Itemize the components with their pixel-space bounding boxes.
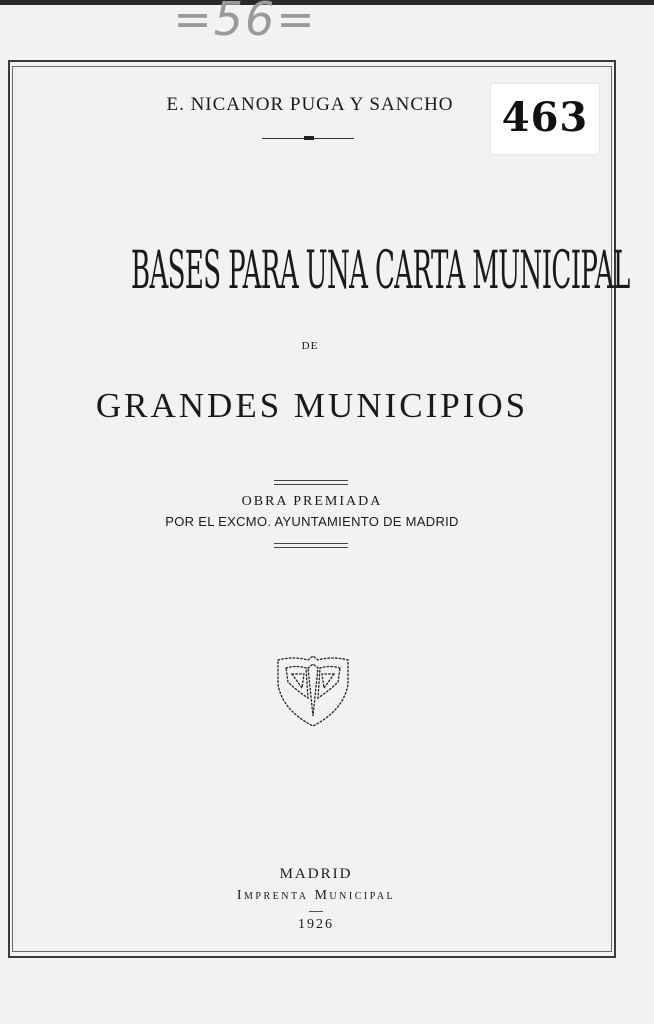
title-connector: DE bbox=[301, 340, 319, 352]
award-divider-bottom bbox=[274, 543, 348, 548]
book-subtitle: GRANDES MUNICIPIOS bbox=[95, 386, 529, 425]
shield-emblem-icon bbox=[274, 654, 352, 728]
pencil-annotation: =56= bbox=[173, 0, 317, 46]
imprint-divider bbox=[309, 911, 323, 912]
catalog-label-number: 463 bbox=[501, 94, 589, 141]
award-line-2: POR EL EXCMO. AYUNTAMIENTO DE MADRID bbox=[165, 514, 459, 529]
award-line-1: OBRA PREMIADA bbox=[241, 494, 383, 509]
author-name: E. NICANOR PUGA Y SANCHO bbox=[166, 94, 454, 115]
book-title: BASES PARA UNA CARTA MUNICIPAL bbox=[130, 239, 630, 301]
imprint-printer: Imprenta Municipal bbox=[236, 888, 396, 903]
award-divider-top bbox=[274, 480, 348, 485]
imprint-year: 1926 bbox=[298, 917, 334, 932]
imprint-city: MADRID bbox=[279, 866, 353, 882]
author-divider-ornament bbox=[304, 136, 314, 140]
